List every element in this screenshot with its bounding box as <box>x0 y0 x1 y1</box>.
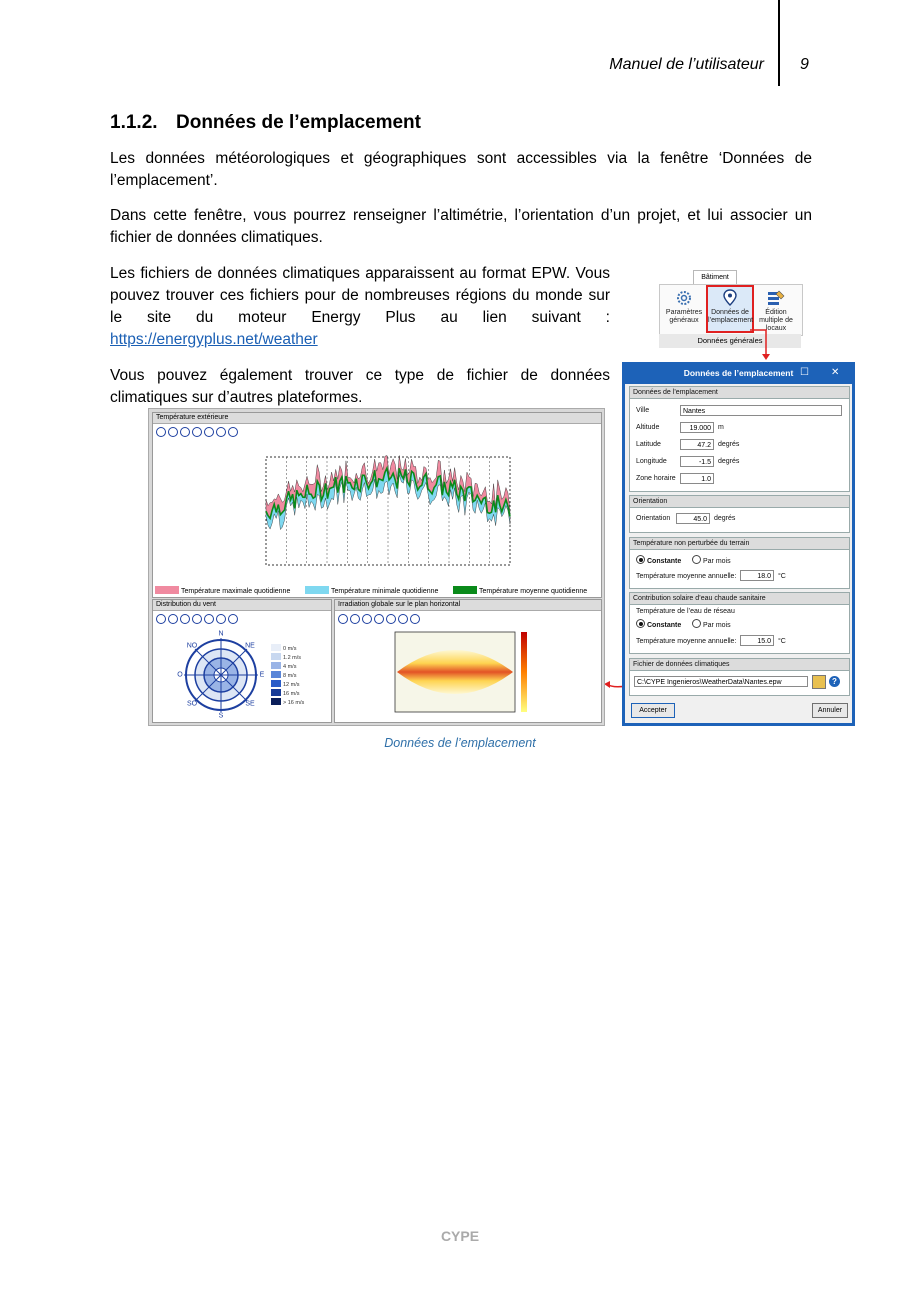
timezone-field[interactable]: 1.0 <box>680 473 714 484</box>
zoom-tool-icon[interactable] <box>338 614 348 624</box>
wind-toolbar <box>153 611 331 625</box>
wind-legend-swatch <box>271 689 281 696</box>
ground-mean-field[interactable]: 18.0 <box>740 570 774 581</box>
charts-screenshot <box>148 408 605 726</box>
wind-legend-swatch <box>271 698 281 705</box>
refresh-icon[interactable] <box>374 614 384 624</box>
footer-brand: CYPE <box>440 1228 480 1244</box>
figure-caption: Données de l’emplacement <box>384 736 536 750</box>
pan-hand-icon[interactable] <box>216 427 226 437</box>
accept-button[interactable]: Accepter <box>631 703 675 718</box>
page-number: 9 <box>800 56 809 73</box>
file-group-header: Fichier de données climatiques <box>630 659 849 671</box>
orientation-group <box>629 495 850 533</box>
location-group <box>629 386 850 492</box>
radio-empty-icon <box>692 555 701 564</box>
wind-pane-title: Distribution du vent <box>153 600 331 611</box>
gear-icon <box>674 289 694 307</box>
zoom-tool-icon[interactable] <box>156 614 166 624</box>
zoom-tool-icon[interactable] <box>156 427 166 437</box>
zoom-out-icon[interactable] <box>362 614 372 624</box>
multi-edit-icon <box>766 289 786 307</box>
zoom-out-icon[interactable] <box>180 427 190 437</box>
legend-mean: Température moyenne quotidienne <box>453 586 587 595</box>
orientation-label: Orientation <box>636 515 671 522</box>
solar-mean-field[interactable]: 15.0 <box>740 635 774 646</box>
wind-dir-s: S <box>218 712 224 720</box>
paragraph-3 <box>110 263 610 351</box>
section-heading: Données de l’emplacement <box>176 112 421 133</box>
section-number: 1.1.2. <box>110 112 158 133</box>
wind-dir-e: E <box>259 671 265 679</box>
wind-legend-swatch <box>271 644 281 651</box>
legend-max: Température maximale quotidienne <box>155 586 290 595</box>
wind-dir-n: N <box>218 630 224 638</box>
energyplus-link[interactable]: https://energyplus.net/weather <box>110 331 318 348</box>
solar-constant-radio[interactable]: Constante <box>636 619 681 629</box>
dialog-body <box>625 384 852 723</box>
wind-dir-se: SE <box>245 700 255 708</box>
irradiation-pane-title: Irradiation globale sur le plan horizontal <box>335 600 601 611</box>
wind-legend-item: 16 m/s <box>271 689 304 698</box>
ground-constant-radio[interactable]: Constante <box>636 555 681 565</box>
longitude-label: Longitude <box>636 458 667 465</box>
pan-hand-icon[interactable] <box>216 614 226 624</box>
wind-legend-item: 12 m/s <box>271 680 304 689</box>
wind-legend-item: > 16 m/s <box>271 698 304 707</box>
zoom-in-icon[interactable] <box>168 614 178 624</box>
ribbon-to-dialog-arrow <box>750 330 766 358</box>
location-dialog <box>622 362 855 726</box>
wind-legend-item: 8 m/s <box>271 671 304 680</box>
radio-selected-icon <box>636 619 645 628</box>
dialog-title: Données de l’emplacement <box>683 368 794 378</box>
network-water-label: Température de l’eau de réseau <box>636 608 735 615</box>
zoom-in-icon[interactable] <box>168 427 178 437</box>
ground-group-header: Température non perturbée du terrain <box>630 538 849 550</box>
maximize-icon[interactable]: ☐ <box>800 367 809 378</box>
paragraph-2: Dans cette fenêtre, vous pourrez renseigner l’altimétrie, l’orientation d’un projet, et lui associer un fichier de données climatiques. <box>110 207 812 246</box>
wind-legend-swatch <box>271 653 281 660</box>
pan-hand-icon[interactable] <box>398 614 408 624</box>
orientation-unit: degrés <box>714 515 736 522</box>
wind-dir-so: SO <box>186 700 198 708</box>
ground-mean-label: Température moyenne annuelle: <box>636 573 737 580</box>
solar-monthly-radio[interactable]: Par mois <box>692 619 731 629</box>
irradiation-pane <box>334 599 602 723</box>
legend-min-swatch <box>305 586 329 594</box>
wind-pane <box>152 599 332 723</box>
radio-selected-icon <box>636 555 645 564</box>
wind-legend-item: 1.2 m/s <box>271 653 304 662</box>
temperature-toolbar <box>153 424 601 438</box>
altitude-field[interactable]: 19.000 <box>680 422 714 433</box>
magnifier-icon[interactable] <box>204 427 214 437</box>
paragraph-4: Vous pouvez également trouver ce type de fichier de données climatiques sur d’autres plateformes. <box>110 367 610 406</box>
city-label: Ville <box>636 407 650 414</box>
export-icon[interactable] <box>228 614 238 624</box>
ground-mean-unit: °C <box>778 573 786 580</box>
solar-mean-unit: °C <box>778 638 786 645</box>
latitude-label: Latitude <box>636 441 661 448</box>
climate-file-group <box>629 658 850 696</box>
longitude-unit: degrés <box>718 458 740 465</box>
cancel-button[interactable]: Annuler <box>812 703 848 718</box>
refresh-icon[interactable] <box>192 614 202 624</box>
folder-icon[interactable] <box>812 675 826 689</box>
wind-dir-ne: NE <box>245 642 255 650</box>
arrowhead-down <box>762 354 770 360</box>
section-title <box>110 112 421 134</box>
city-field[interactable]: Nantes <box>680 405 842 416</box>
magnifier-icon[interactable] <box>204 614 214 624</box>
legend-max-swatch <box>155 586 179 594</box>
magnifier-icon[interactable] <box>386 614 396 624</box>
general-parameters-label: Paramètres généraux <box>665 309 703 324</box>
location-data-label: Données de l’emplacement <box>708 309 754 324</box>
solar-group <box>629 592 850 654</box>
wind-dir-o: O <box>177 671 183 679</box>
climate-file-path[interactable]: C:\CYPE Ingenieros\WeatherData\Nantes.epw <box>634 676 808 687</box>
altitude-label: Altitude <box>636 424 660 431</box>
temperature-pane <box>152 412 602 598</box>
ground-monthly-radio[interactable]: Par mois <box>692 555 731 565</box>
latitude-field[interactable]: 47.2 <box>680 439 714 450</box>
orientation-field[interactable]: 45.0 <box>676 513 710 524</box>
legend-min: Température minimale quotidienne <box>305 586 438 595</box>
export-icon[interactable] <box>410 614 420 624</box>
wind-legend-item: 0 m/s <box>271 644 304 653</box>
solar-mean-label: Température moyenne annuelle: <box>636 638 737 645</box>
paragraph-3-text: Les fichiers de données climatiques apparaissent au format EPW. Vous pouvez trouver ces fichiers pour de nombreuses régions du monde sur le site du moteur Energy Plus au lien suivant : <box>110 265 610 326</box>
ground-temperature-group <box>629 537 850 589</box>
orientation-group-header: Orientation <box>630 496 849 508</box>
multi-edit-label: Édition multiple de locaux <box>759 309 793 332</box>
ribbon-group-label: Données générales <box>659 334 801 348</box>
irradiation-heatmap <box>393 630 553 716</box>
longitude-field[interactable]: -1.5 <box>680 456 714 467</box>
wind-direction-labels <box>173 630 269 720</box>
wind-dir-no: NO <box>186 642 198 650</box>
temperature-pane-title: Température extérieure <box>153 413 601 424</box>
solar-group-header: Contribution solaire d’eau chaude sanitaire <box>630 593 849 605</box>
help-icon[interactable]: ? <box>829 676 840 687</box>
temperature-chart <box>248 447 518 577</box>
legend-mean-swatch <box>453 586 477 594</box>
radio-empty-icon <box>692 619 701 628</box>
export-icon[interactable] <box>228 427 238 437</box>
header-title: Manuel de l’utilisateur <box>609 56 764 73</box>
refresh-icon[interactable] <box>192 427 202 437</box>
wind-legend-swatch <box>271 662 281 669</box>
paragraph-1: Les données météorologiques et géographiques sont accessibles via la fenêtre ‘Données de l’emplacement’. <box>110 150 812 189</box>
altitude-unit: m <box>718 424 724 431</box>
irradiation-toolbar <box>335 611 601 625</box>
header-rule <box>778 0 780 86</box>
timezone-label: Zone horaire <box>636 475 676 482</box>
latitude-unit: degrés <box>718 441 740 448</box>
wind-legend-item: 4 m/s <box>271 662 304 671</box>
wind-legend <box>271 644 304 707</box>
location-group-header: Données de l’emplacement <box>630 387 849 399</box>
zoom-in-icon[interactable] <box>350 614 360 624</box>
zoom-out-icon[interactable] <box>180 614 190 624</box>
ribbon-tab[interactable]: Bâtiment <box>693 270 737 285</box>
location-pin-icon <box>720 289 740 307</box>
wind-legend-swatch <box>271 671 281 678</box>
close-icon[interactable]: ✕ <box>831 367 840 378</box>
wind-legend-swatch <box>271 680 281 687</box>
